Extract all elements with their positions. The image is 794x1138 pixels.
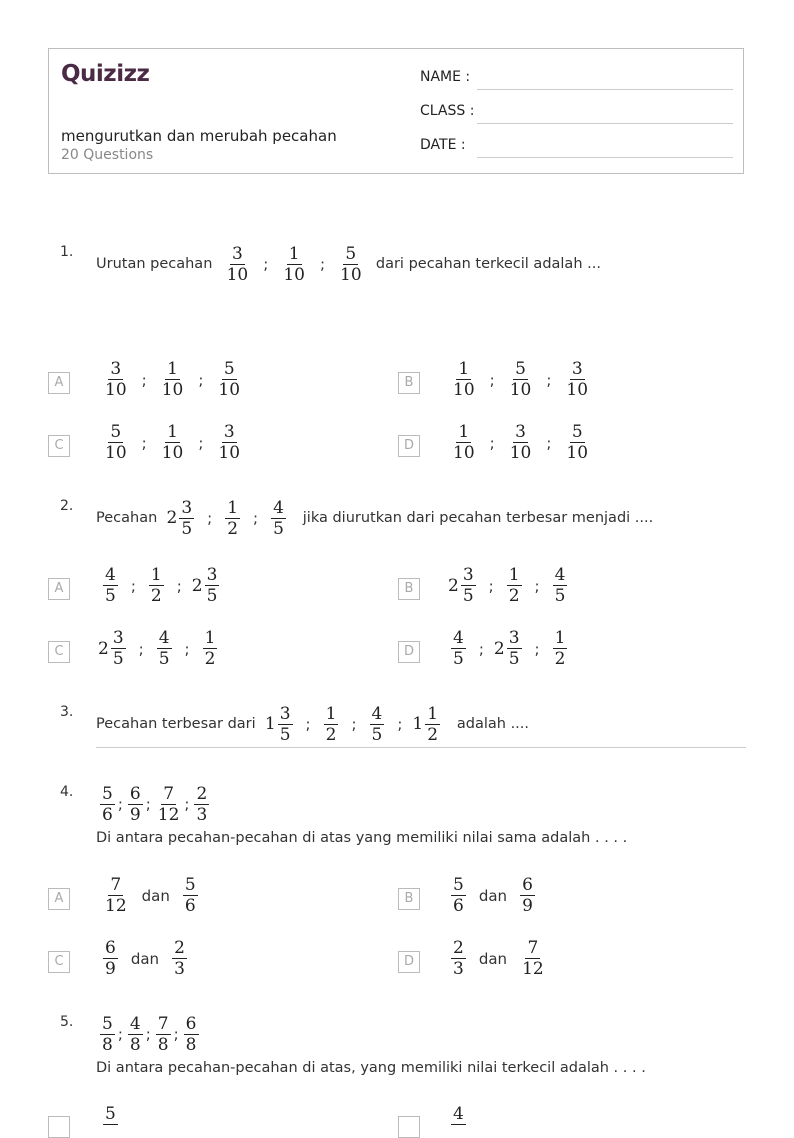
question-text-end: dari pecahan terkecil adalah ... [375, 256, 601, 272]
fraction: $\frac{5}{10}$ [340, 243, 362, 285]
question-text-start: Pecahan terbesar dari [96, 716, 256, 732]
question-text: Pecahan 2 $\frac{3}{5}$ ; $\frac{1}{2}$ ; $\frac{4}{5}$ jika diurutkan dari pecahan terbesar menjadi .... [96, 497, 654, 539]
question-number: 2. [60, 498, 74, 514]
option-d[interactable]: $\frac{2}{3}$ dan $\frac{7}{12}$ [453, 938, 544, 979]
quizizz-logo: Quizizz [61, 61, 150, 87]
option-a-box[interactable] [48, 1116, 70, 1138]
option-a-box[interactable]: A [48, 372, 70, 394]
option-b[interactable]: 4 [453, 1104, 464, 1124]
date-label: DATE : [420, 137, 466, 153]
option-b-box[interactable]: B [398, 578, 420, 600]
date-field[interactable] [477, 157, 733, 158]
fraction: $\frac{3}{10}$ [226, 243, 249, 285]
question-text: Di antara pecahan-pecahan di atas yang memiliki nilai sama adalah . . . . [96, 830, 628, 846]
option-c-box[interactable]: C [48, 435, 70, 457]
option-c-box[interactable]: C [48, 951, 70, 973]
option-d[interactable]: $\frac{1}{10}$ ; $\frac{3}{10}$ ; $\frac{5}{10}$ [453, 422, 589, 463]
question-number: 3. [60, 704, 74, 720]
option-a[interactable]: 5 [105, 1104, 116, 1124]
option-b-box[interactable]: B [398, 888, 420, 910]
option-c-box[interactable]: C [48, 641, 70, 663]
option-a[interactable]: $\frac{4}{5}$ ; $\frac{1}{2}$ ; 2 $\frac{3}{5}$ [105, 565, 218, 606]
option-d[interactable]: $\frac{4}{5}$ ; 2 $\frac{3}{5}$ ; $\frac{1}{2}$ [453, 628, 566, 669]
option-a[interactable]: $\frac{3}{10}$ ; $\frac{1}{10}$ ; $\frac{5}{10}$ [105, 359, 241, 400]
worksheet-title: mengurutkan dan merubah pecahan [61, 127, 337, 145]
option-c[interactable]: $\frac{5}{10}$ ; $\frac{1}{10}$ ; $\frac{3}{10}$ [105, 422, 241, 463]
option-d-box[interactable]: D [398, 641, 420, 663]
question-text: Urutan pecahan $\frac{3}{10}$ ; $\frac{1}{10}$ ; $\frac{5}{10}$ dari pecahan terkecil adalah ... [96, 243, 601, 285]
question-text-end: adalah .... [456, 716, 529, 732]
option-b-box[interactable]: B [398, 372, 420, 394]
option-a-box[interactable]: A [48, 888, 70, 910]
option-b-box[interactable] [398, 1116, 420, 1138]
name-field[interactable] [477, 89, 733, 90]
question-number: 4. [60, 784, 74, 800]
worksheet-header [48, 48, 744, 174]
option-b[interactable]: $\frac{5}{6}$ dan $\frac{6}{9}$ [453, 875, 533, 916]
option-c[interactable]: 2 $\frac{3}{5}$ ; $\frac{4}{5}$ ; $\frac{1}{2}$ [98, 628, 216, 669]
question-text-start: Urutan pecahan [96, 256, 213, 272]
fraction-list: $\frac{5}{6}$ ; $\frac{6}{9}$ ; $\frac{7}{12}$ ; $\frac{2}{3}$ [102, 783, 208, 825]
name-label: NAME : [420, 69, 471, 85]
option-b[interactable]: 2 $\frac{3}{5}$ ; $\frac{1}{2}$ ; $\frac{4}{5}$ [448, 565, 566, 606]
answer-line[interactable] [96, 747, 746, 748]
option-d-box[interactable]: D [398, 435, 420, 457]
option-c[interactable]: $\frac{6}{9}$ dan $\frac{2}{3}$ [105, 938, 185, 979]
question-number: 5. [60, 1014, 74, 1030]
question-text: Pecahan terbesar dari 1 $\frac{3}{5}$ ; $\frac{1}{2}$ ; $\frac{4}{5}$ ; 1 $\frac{1}{2}$ adalah .... [96, 703, 529, 745]
question-number: 1. [60, 244, 74, 260]
question-text: Di antara pecahan-pecahan di atas, yang memiliki nilai terkecil adalah . . . . [96, 1060, 646, 1076]
class-field[interactable] [477, 123, 733, 124]
option-b[interactable]: $\frac{1}{10}$ ; $\frac{5}{10}$ ; $\frac{3}{10}$ [453, 359, 589, 400]
question-text-end: jika diurutkan dari pecahan terbesar menjadi .... [302, 510, 654, 526]
fraction-list: $\frac{5}{8}$ ; $\frac{4}{8}$ ; $\frac{7}{8}$ ; $\frac{6}{8}$ [102, 1013, 197, 1055]
class-label: CLASS : [420, 103, 475, 119]
fraction: $\frac{1}{10}$ [283, 243, 305, 285]
option-d-box[interactable]: D [398, 951, 420, 973]
question-count: 20 Questions [61, 147, 154, 163]
option-a-box[interactable]: A [48, 578, 70, 600]
option-a[interactable]: $\frac{7}{12}$ dan $\frac{5}{6}$ [105, 875, 196, 916]
question-text-start: Pecahan [96, 510, 158, 526]
